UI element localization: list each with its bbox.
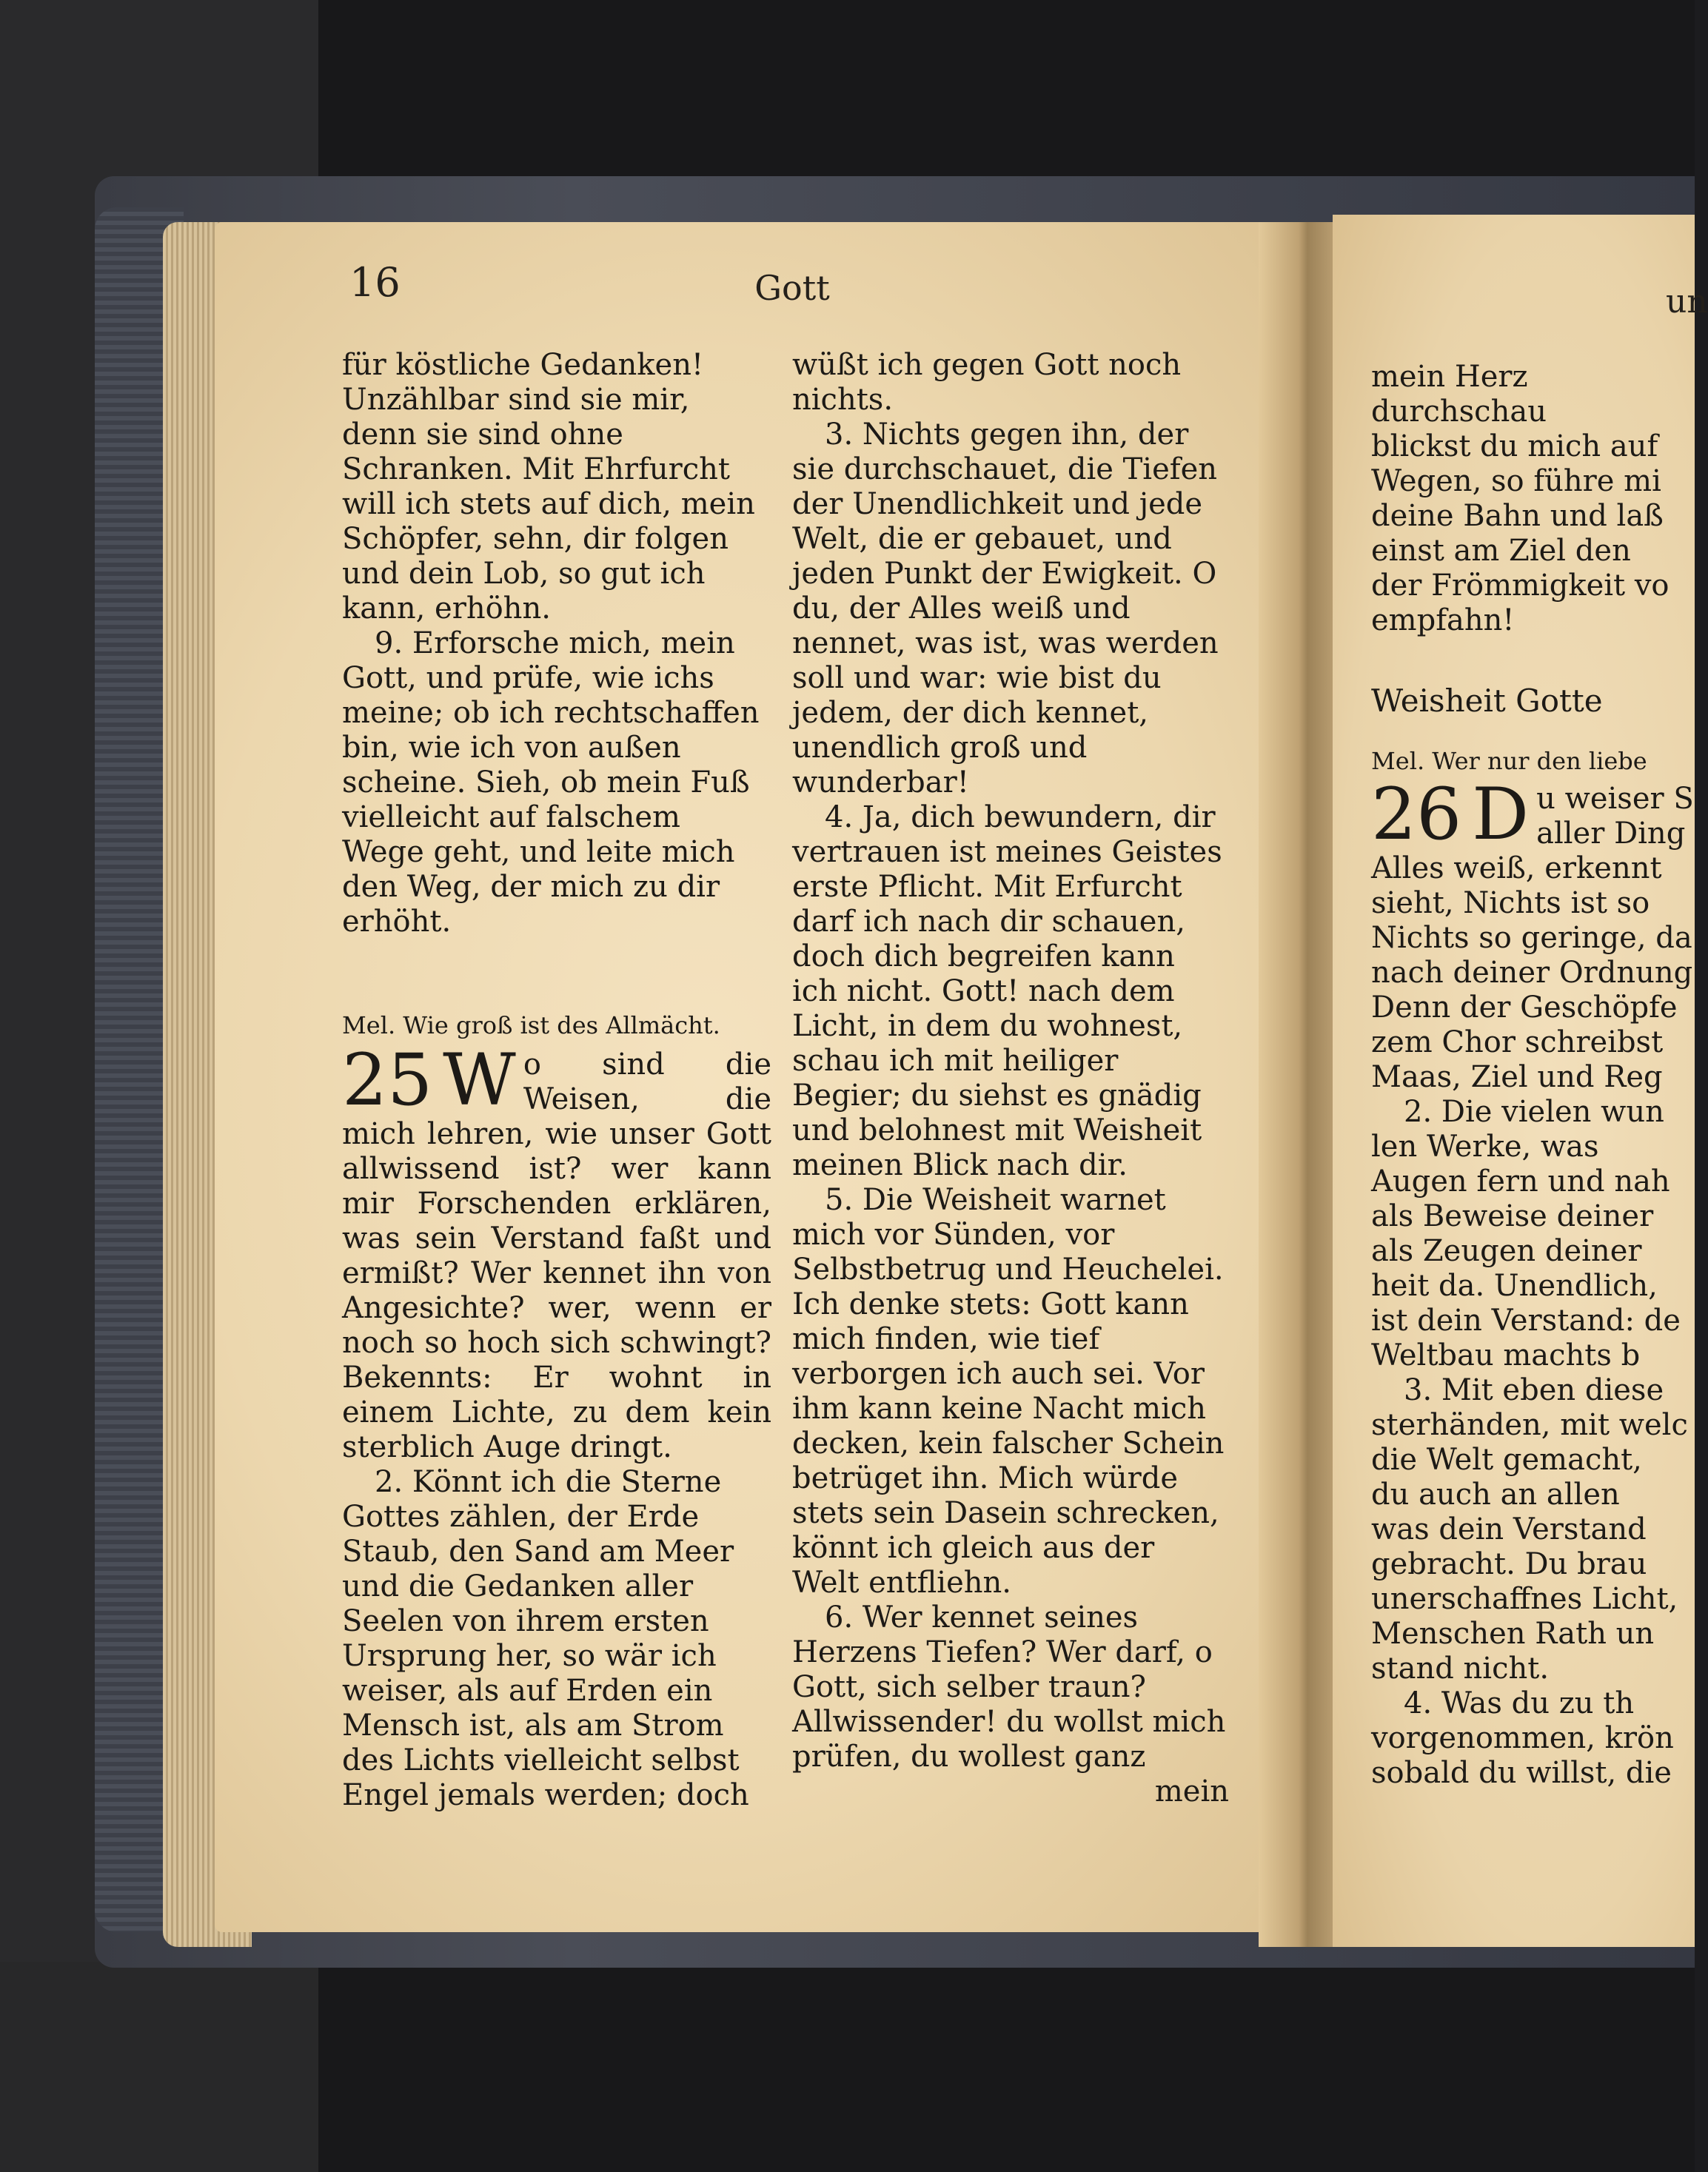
hymn-25 — [342, 1039, 771, 1465]
right-verse-3: 3. Mit eben diese sterhänden, mit welc die Welt gemacht, du auch an allen was dein Verstand gebracht. Du brau unerschaffnes Licht, Menschen Rath un stand nicht. — [1371, 1373, 1688, 1686]
backdrop-bottom-left — [0, 1962, 318, 2172]
hymn-verse-1: o sind die Weisen, die mich lehren, wie unser Gott allwissend ist? wer kann mir Forschenden erklären, was sein Verstand faßt und ermißt? Wer kennet ihn von Angesichte? wer, wenn er noch so hoch sich schwingt? Bekennts: Er wohnt in einem Lichte, zu dem kein sterblich Auge dringt. — [342, 1048, 771, 1464]
right-column — [1371, 360, 1695, 1840]
continued-verse-text: für köstliche Gedanken! Unzählbar sind sie mir, denn sie sind ohne Schranken. Mit Ehrfurcht will ich stets auf dich, mein Schöpfer, sehn, dir folgen und dein Lob, so gut ich kann, erhöhn. — [342, 348, 755, 626]
hymn-verse-2: 2. Könnt ich die Sterne Gottes zählen, der Erde Staub, den Sand am Meer und die Gedanken aller Seelen von ihrem ersten Ursprung her, so wär ich weiser, als auf Erden ein Mensch ist, als am Strom des Lichts vielleicht selbst Engel jemals werden; doch — [342, 1465, 749, 1812]
right-verse-2: 2. Die vielen wun len Werke, was Augen fern und nah als Beweise deiner als Zeugen deiner heit da. Unendlich, ist dein Verstand: de Weltbau machts b — [1371, 1095, 1681, 1372]
running-head: Gott — [754, 268, 830, 308]
left-column-1 — [342, 348, 771, 1813]
melody-line: Mel. Wie groß ist des Allmächt. — [342, 1011, 720, 1039]
spacer — [342, 939, 771, 1010]
verse-5: 5. Die Weisheit warnet mich vor Sünden, vor Selbstbetrug und Heuchelei. Ich denke stets: Gott kann mich finden, wie tief verborgen ich auch sei. Vor ihm kann keine Nacht mich decken, kein falscher Schein betrüget ihn. Mich würde stets sein Dasein schrecken, könnt ich gleich aus der Welt entfliehn. — [792, 1183, 1225, 1600]
catchword: mein — [1154, 1774, 1229, 1809]
spacer — [1371, 638, 1695, 683]
section-title: Weisheit Gotte — [1371, 683, 1603, 719]
verse-3: 3. Nichts gegen ihn, der sie durchschauet, die Tiefen der Unendlichkeit und jede Welt, die er gebauet, und jeden Punkt der Ewigkeit. O du, der Alles weiß und nennet, was ist, was werden soll und war: wie bist du jedem, der dich kennet, unendlich groß und wunderbar! — [792, 418, 1219, 800]
right-melody-line: Mel. Wer nur den liebe — [1371, 747, 1647, 775]
left-column-2 — [792, 348, 1229, 1809]
hymn-initial: W — [443, 1039, 516, 1122]
hymn-number: 25 — [342, 1039, 433, 1122]
right-verse-4: 4. Was du zu th vorgenommen, krön sobald du willst, die — [1371, 1686, 1674, 1790]
hymn-26 — [1371, 773, 1695, 1095]
spacer — [1371, 720, 1695, 746]
verse-continuation: wüßt ich gegen Gott noch nichts. — [792, 348, 1182, 417]
verse-4: 4. Ja, dich bewundern, dir vertrauen ist meines Geistes erste Pflicht. Mit Erfurcht darf ich nach dir schauen, doch dich begreifen kann ich nicht. Gott! nach dem Licht, in dem du wohnest, schau ich mit heiliger Begier; du siehst es gnädig und belohnest mit Weisheit meinen Blick nach dir. — [792, 800, 1222, 1182]
verse-6: 6. Wer kennet seines Herzens Tiefen? Wer darf, o Gott, sich selber traun? Allwissender! du wollst mich prüfen, du wollest ganz — [792, 1600, 1226, 1774]
page-number: 16 — [349, 259, 401, 306]
hymn-initial: D — [1472, 773, 1530, 856]
verse-9: 9. Erforsche mich, mein Gott, und prüfe, wie ichs meine; ob ich rechtschaffen bin, wie ich von außen scheine. Sieh, ob mein Fuß vielleicht auf falschem Wege geht, und leite mich den Weg, der mich zu dir erhöht. — [342, 626, 760, 939]
hymn-verse-1: u weiser S aller Ding Alles weiß, erkennt sieht, Nichts ist so Nichts so geringe, da nach deiner Ordnung Denn der Geschöpfe zem Chor schreibst Maas, Ziel und Reg — [1371, 782, 1694, 1094]
hymn-number: 26 — [1371, 773, 1462, 856]
running-head-right: un — [1666, 283, 1708, 321]
right-continued-text: mein Herz durchschau blickst du mich auf Wegen, so führe mi deine Bahn und laß einst am Ziel den der Frömmigkeit vo empfahn! — [1371, 360, 1670, 637]
